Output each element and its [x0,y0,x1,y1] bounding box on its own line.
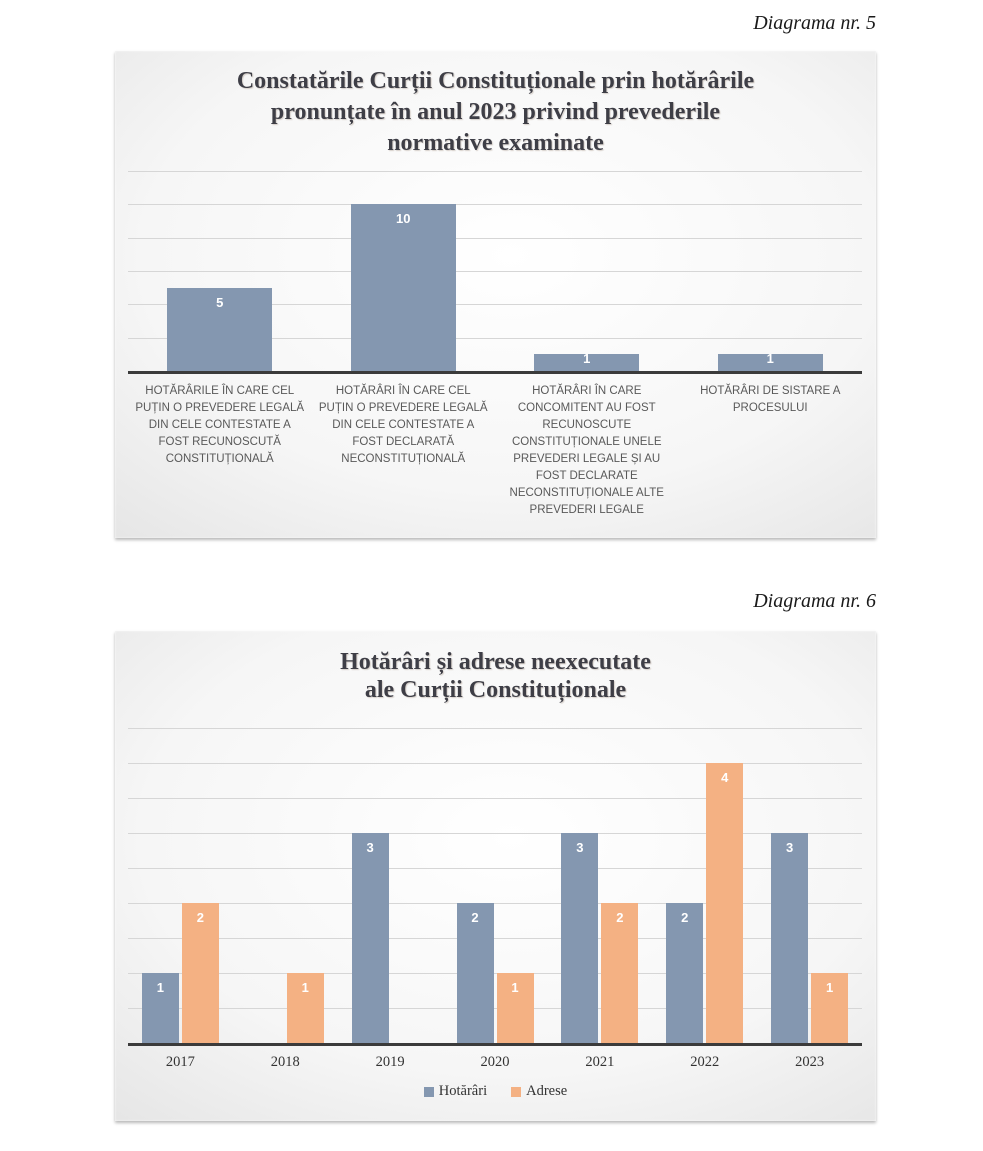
legend-swatch-adrese [511,1087,521,1097]
gridline [128,973,862,974]
bar-value-label: 10 [396,211,411,227]
chart-title-line: Hotărâri și adrese neexecutate [340,649,651,675]
bar-2020-hota-ra-ri [457,903,494,1043]
bar-2021-hota-ra-ri [561,833,598,1043]
legend-label-adrese: Adrese [526,1083,568,1099]
bar-2022-adrese [706,763,743,1043]
legend-label-hota-ra-ri: Hotărâri [438,1083,488,1099]
year-axis [128,1054,862,1071]
diagram-6-caption: Diagrama nr. 6 [753,590,876,612]
category-label-hota-ra-ri-i-n-care-concomiten: HOTĂRÂRI ÎN CARE CONCOMITENT AU FOST RECUNOSCUTE CONSTITUȚIONALE UNELE PREVEDERI LEGALE ȘI AU FOST DECLARATE NECONSTITUȚIONALE ALTE PREVEDERI LEGALE [509,385,664,516]
legend-swatch-hota-ra-ri [424,1087,434,1097]
year-label-2021: 2021 [585,1054,615,1070]
chart-panel-neexecutate [115,631,876,1121]
category-label-hota-ra-ri-de-sistare-a-proces: HOTĂRÂRI DE SISTARE A PROCESULUI [700,385,841,414]
gridline [128,728,862,729]
bar-2017-hota-ra-ri [142,973,179,1043]
bar-value-label: 4 [721,770,729,785]
bar-2020-adrese [497,973,534,1043]
bar-hota-ra-ri-i-n-care-cel-put-in-o-prevedere-legala-din-cele-contestate-a-fost-declarata-neconstitut-ionala [351,204,456,371]
chart-title-constatari [176,51,816,159]
year-label-2018: 2018 [270,1054,300,1070]
bar-value-label: 1 [766,351,774,367]
gridline [128,238,862,239]
bar-2018-adrese [287,973,324,1043]
category-label-hota-ra-rile-i-n-care-cel-put-: HOTĂRÂRILE ÎN CARE CEL PUȚIN O PREVEDERE LEGALĂ DIN CELE CONTESTATE A FOST RECUNOSCUTĂ CONSTITUȚIONALĂ [135,385,305,465]
category-axis-constatari [128,383,862,519]
gridline [128,798,862,799]
plot-area-constatari [128,171,862,374]
category-label-hota-ra-ri-i-n-care-cel-put-in: HOTĂRÂRI ÎN CARE CEL PUȚIN O PREVEDERE LEGALĂ DIN CELE CONTESTATE A FOST DECLARATĂ NECONSTITUȚIONALĂ [318,385,488,465]
bar-2022-hota-ra-ri [666,903,703,1043]
chart-title-line: ale Curții Constituționale [364,677,627,703]
gridline [128,763,862,764]
chart-title-line: pronunțate în anul 2023 privind prevederile [270,99,721,125]
bar-value-label: 2 [196,910,205,925]
chart-panel-constatari-2023 [115,51,876,538]
year-label-2023: 2023 [795,1054,825,1070]
bar-hota-ra-ri-de-sistare-a-procesului [718,351,823,371]
gridline [128,1008,862,1009]
bar-value-label: 3 [785,840,794,855]
gridline [128,868,862,869]
year-label-2017: 2017 [165,1054,195,1070]
bar-2017-adrese [182,903,219,1043]
bar-value-label: 3 [576,840,584,855]
diagram-5-caption: Diagrama nr. 5 [753,12,876,34]
bar-2023-hota-ra-ri [771,833,808,1043]
gridline [128,171,862,172]
chart-title-line: Constatările Curții Constituționale prin hotărârile [236,68,755,94]
bar-value-label: 2 [681,910,689,925]
bar-value-label: 1 [511,980,519,995]
gridline [128,903,862,904]
bar-value-label: 2 [616,910,624,925]
bar-hota-ra-ri-i-n-care-concomitent-au-fost-recunoscute-constitut-ionale-unele-prevederi-legale-s-i-au-fost-declarate-neconstitut-ionale-alte-prevederi-legale [534,351,639,371]
gridline [128,833,862,834]
year-label-2020: 2020 [480,1054,510,1070]
legend-item-hota-ra-ri [424,1083,487,1100]
legend-item-adrese [511,1083,567,1100]
gridline [128,938,862,939]
chart-title-neexecutate [261,631,731,704]
plot-area-neexecutate [128,728,862,1046]
bar-2019-hota-ra-ri [352,833,389,1043]
year-label-2019: 2019 [375,1054,405,1070]
chart-legend [115,1083,876,1100]
gridline [128,271,862,272]
chart-title-line: normative examinate [387,130,604,156]
gridline [128,204,862,205]
bar-value-label: 1 [825,980,834,995]
bar-value-label: 5 [216,294,224,310]
bar-value-label: 1 [156,980,165,995]
bar-value-label: 3 [366,840,374,855]
bar-value-label: 1 [301,980,309,995]
bar-value-label: 2 [471,910,479,925]
year-label-2022: 2022 [690,1054,720,1070]
bar-2021-adrese [601,903,638,1043]
bar-hota-ra-rile-i-n-care-cel-put-in-o-prevedere-legala-din-cele-contestate-a-fost-recunoscuta-constitut-ionala [167,288,272,371]
bar-value-label: 1 [583,351,591,367]
bar-2023-adrese [811,973,848,1043]
